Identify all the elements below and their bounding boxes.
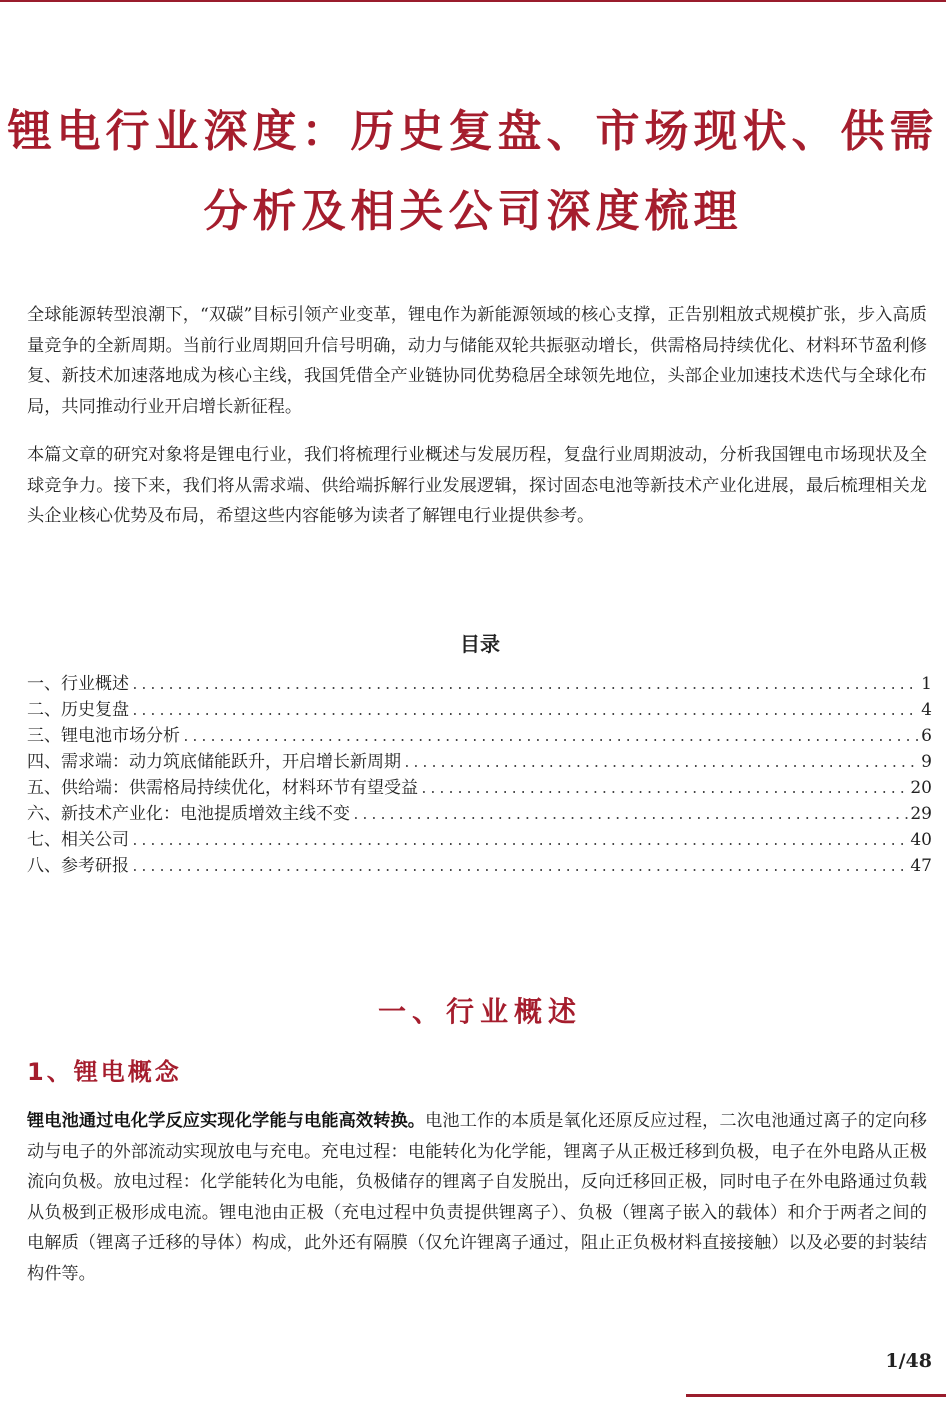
toc-item-page: 1: [921, 674, 932, 694]
toc-item-label: 八、参考研报: [27, 856, 129, 876]
body-text: 电池工作的本质是氧化还原反应过程，二次电池通过离子的定向移动与电子的外部流动实现放电与充电。充电过程：电能转化为化学能，锂离子从正极迁移到负极，电子在外电路从正极流向负极。放电过程：化学能转化为电能，负极储存的锂离子自发脱出，反向迁移回正极，同时电子在外电路通过负载从负极到正极形成电流。锂电池由正极（充电过程中负责提供锂离子）、负极（锂离子嵌入的载体）和介于两者之间的电解质（锂离子迁移的导体）构成，此外还有隔膜（仅允许锂离子通过，阻止正负极材料直接接触）以及必要的封装结构件等。: [27, 1111, 927, 1284]
toc-item-label: 二、历史复盘: [27, 700, 129, 720]
toc-item-label: 一、行业概述: [27, 674, 129, 694]
toc-item-page: 29: [910, 804, 932, 824]
toc-item-label: 七、相关公司: [27, 830, 129, 850]
body-lead-sentence: 锂电池通过电化学反应实现化学能与电能高效转换。: [27, 1111, 426, 1131]
toc-item-page: 47: [910, 856, 932, 876]
toc-item[interactable]: [27, 671, 932, 697]
toc-leader-dots: [420, 777, 908, 803]
toc-item[interactable]: [27, 801, 932, 827]
toc-item[interactable]: [27, 697, 932, 723]
toc-item-page: 9: [921, 752, 932, 772]
title-line-2: 分析及相关公司深度梳理: [203, 186, 743, 237]
section-heading: 一、行业概述: [377, 995, 582, 1028]
toc-item-page: 40: [910, 830, 932, 850]
toc-leader-dots: [403, 751, 919, 777]
toc-item-page: 4: [921, 700, 932, 720]
toc-item-page: 20: [910, 778, 932, 798]
bottom-rule: [686, 1394, 946, 1397]
toc-item[interactable]: [27, 775, 932, 801]
toc-item-label: 三、锂电池市场分析: [27, 726, 180, 746]
title-line-1: 锂电行业深度：历史复盘、市场现状、供需: [7, 106, 939, 157]
toc-leader-dots: [182, 725, 919, 751]
subsection-heading: 1、锂电概念: [27, 1058, 182, 1086]
toc-item[interactable]: [27, 853, 932, 879]
toc-item-label: 四、需求端：动力筑底储能跃升，开启增长新周期: [27, 752, 401, 772]
toc-item[interactable]: [27, 749, 932, 775]
top-rule: [0, 0, 946, 2]
toc-item-label: 六、新技术产业化：电池提质增效主线不变: [27, 804, 350, 824]
toc-leader-dots: [131, 829, 908, 855]
toc-leader-dots: [131, 699, 919, 725]
body-paragraph: [27, 1106, 927, 1289]
page-number: 1/48: [885, 1350, 932, 1372]
toc-item-page: 6: [921, 726, 932, 746]
toc-leader-dots: [131, 673, 919, 699]
toc-leader-dots: [352, 803, 908, 829]
toc-item[interactable]: [27, 723, 932, 749]
toc-item[interactable]: [27, 827, 932, 853]
toc-title: 目录: [460, 632, 500, 656]
table-of-contents: [27, 671, 932, 879]
intro-paragraph-1: 全球能源转型浪潮下，“双碳”目标引领产业变革，锂电作为新能源领域的核心支撑，正告别粗放式规模扩张，步入高质量竞争的全新周期。当前行业周期回升信号明确，动力与储能双轮共振驱动增长，供需格局持续优化、材料环节盈利修复、新技术加速落地成为核心主线，我国凭借全产业链协同优势稳居全球领先地位，头部企业加速技术迭代与全球化布局，共同推动行业开启增长新征程。: [27, 305, 927, 417]
document-title: [0, 92, 946, 252]
toc-item-label: 五、供给端：供需格局持续优化，材料环节有望受益: [27, 778, 418, 798]
intro-paragraph-2: 本篇文章的研究对象将是锂电行业，我们将梳理行业概述与发展历程，复盘行业周期波动，分析我国锂电市场现状及全球竞争力。接下来，我们将从需求端、供给端拆解行业发展逻辑，探讨固态电池等新技术产业化进展，最后梳理相关龙头企业核心优势及布局，希望这些内容能够为读者了解锂电行业提供参考。: [27, 445, 927, 526]
toc-leader-dots: [131, 855, 908, 881]
